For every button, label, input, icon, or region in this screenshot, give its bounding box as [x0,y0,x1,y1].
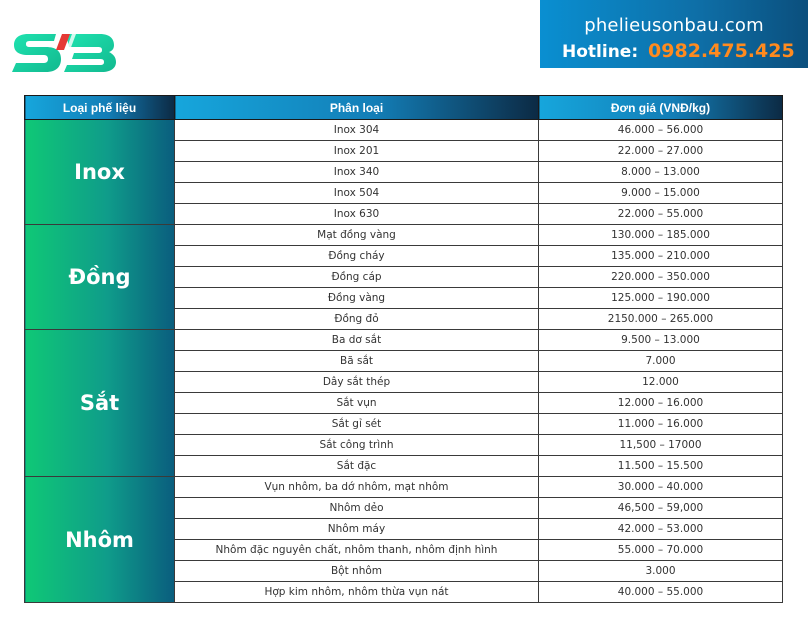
item-type: Mạt đồng vàng [175,225,539,246]
item-type: Sắt công trình [175,435,539,456]
item-price: 130.000 – 185.000 [539,225,783,246]
item-price: 135.000 – 210.000 [539,246,783,267]
table-row [25,477,783,498]
item-price: 11.500 – 15.500 [539,456,783,477]
item-type: Nhôm đặc nguyên chất, nhôm thanh, nhôm định hình [175,540,539,561]
item-price: 9.500 – 13.000 [539,330,783,351]
item-price: 11.000 – 16.000 [539,414,783,435]
item-price: 55.000 – 70.000 [539,540,783,561]
item-price: 42.000 – 53.000 [539,519,783,540]
item-price: 3.000 [539,561,783,582]
item-price: 11,500 – 17000 [539,435,783,456]
table-row [25,225,783,246]
item-type: Inox 504 [175,183,539,204]
category-aluminium: Nhôm [25,477,175,603]
item-price: 12.000 – 16.000 [539,393,783,414]
item-type: Nhôm máy [175,519,539,540]
table-row [25,330,783,351]
item-type: Vụn nhôm, ba dớ nhôm, mạt nhôm [175,477,539,498]
item-type: Đồng cháy [175,246,539,267]
category-copper: Đồng [25,225,175,330]
item-price: 9.000 – 15.000 [539,183,783,204]
item-type: Nhôm dẻo [175,498,539,519]
item-price: 2150.000 – 265.000 [539,309,783,330]
hotline-number[interactable]: 0982.475.425 [648,40,795,62]
item-type: Đồng cáp [175,267,539,288]
category-inox: Inox [25,120,175,225]
hotline-label: Hotline: [562,42,639,62]
item-type: Sắt vụn [175,393,539,414]
item-price: 46,500 – 59,000 [539,498,783,519]
item-price: 12.000 [539,372,783,393]
item-type: Bã sắt [175,351,539,372]
item-type: Đồng đỏ [175,309,539,330]
header-classification: Phân loại [175,96,539,120]
website-text[interactable]: phelieusonbau.com [584,15,764,36]
item-price: 22.000 – 55.000 [539,204,783,225]
item-type: Bột nhôm [175,561,539,582]
item-price: 125.000 – 190.000 [539,288,783,309]
item-price: 220.000 – 350.000 [539,267,783,288]
hotline [562,40,795,62]
header-unit-price: Đơn giá (VNĐ/kg) [539,96,783,120]
item-type: Inox 201 [175,141,539,162]
item-type: Ba dơ sắt [175,330,539,351]
item-type: Inox 304 [175,120,539,141]
item-type: Hợp kim nhôm, nhôm thừa vụn nát [175,582,539,603]
item-price: 30.000 – 40.000 [539,477,783,498]
item-type: Đồng vàng [175,288,539,309]
table-header-row [25,96,783,120]
sb-logo-icon [12,30,116,76]
item-type: Dây sắt thép [175,372,539,393]
item-type: Sắt gỉ sét [175,414,539,435]
table-row [25,120,783,141]
contact-banner [540,0,808,68]
item-type: Inox 630 [175,204,539,225]
item-type: Inox 340 [175,162,539,183]
item-price: 46.000 – 56.000 [539,120,783,141]
item-type: Sắt đặc [175,456,539,477]
item-price: 7.000 [539,351,783,372]
header-scrap-type: Loại phế liệu [25,96,175,120]
category-iron: Sắt [25,330,175,477]
item-price: 40.000 – 55.000 [539,582,783,603]
item-price: 8.000 – 13.000 [539,162,783,183]
item-price: 22.000 – 27.000 [539,141,783,162]
price-table [24,95,783,603]
